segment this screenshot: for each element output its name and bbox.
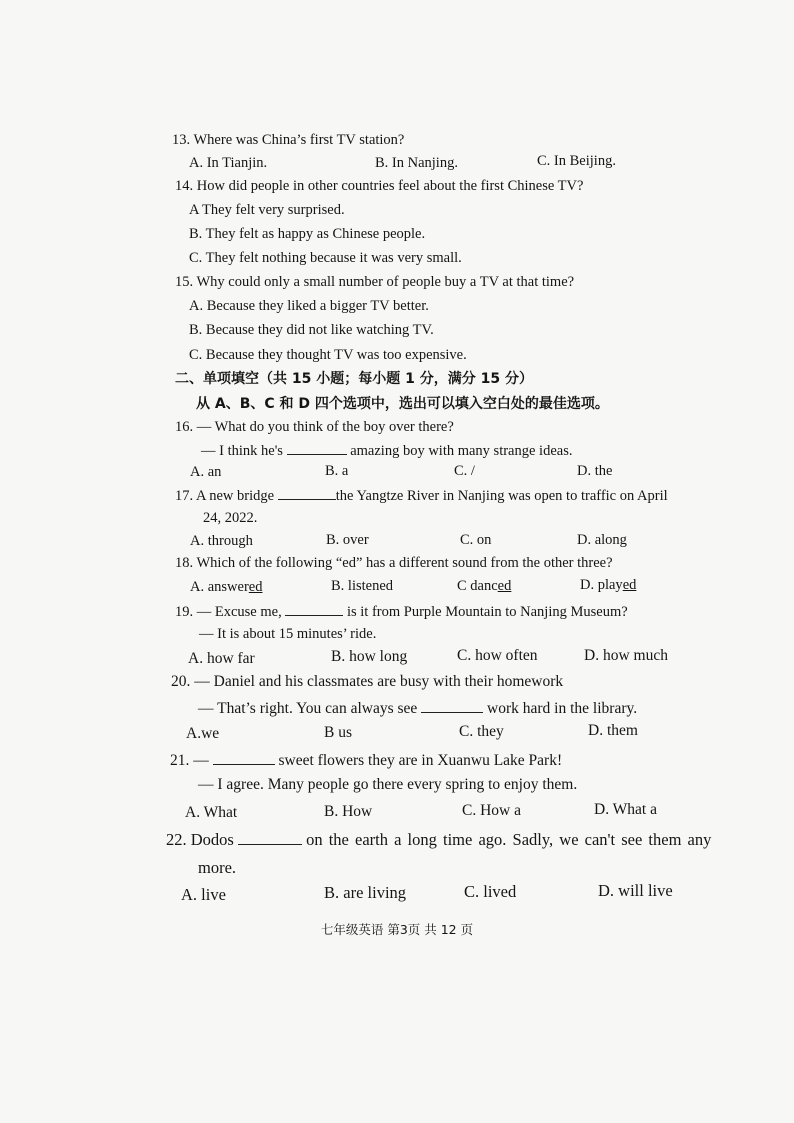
question-19-line-2: — It is about 15 minutes’ ride. <box>199 626 377 642</box>
q22-option-c: C. lived <box>464 882 517 901</box>
question-16-line-2 <box>201 440 572 460</box>
question-14-stem: 14. How did people in other countries feel about the first Chinese TV? <box>175 178 584 194</box>
q13-option-a: A. In Tianjin. <box>189 155 268 171</box>
q18-option-d-underlined: ed <box>622 577 637 593</box>
q15-option-c: C. Because they thought TV was too expensive. <box>189 347 467 363</box>
q21-option-b: B. How <box>324 803 373 820</box>
question-15-stem: 15. Why could only a small number of people buy a TV at that time? <box>175 274 575 290</box>
question-20-line-2 <box>198 698 637 718</box>
q17-option-d: D. along <box>577 532 627 548</box>
q18-option-b <box>331 577 393 595</box>
q20-line2-start: — That’s right. You can always see <box>198 700 418 717</box>
q16-option-d: D. the <box>577 463 613 479</box>
q21-line1-end: sweet flowers they are in Xuanwu Lake Park! <box>278 752 563 769</box>
q21-line1-start: 21. — <box>170 752 209 769</box>
question-16-line-1: 16. — What do you think of the boy over there? <box>175 419 454 435</box>
q18-option-d-text: D. play <box>580 577 623 593</box>
q22-option-d: D. will live <box>598 881 673 900</box>
q18-option-c-text: C danc <box>457 578 498 594</box>
question-17-line-1 <box>175 485 668 505</box>
q20-option-c: C. they <box>459 723 504 740</box>
question-13-stem: 13. Where was China’s first TV station? <box>172 132 405 148</box>
q20-option-b: B us <box>324 724 352 741</box>
q15-option-b: B. Because they did not like watching TV. <box>189 322 434 338</box>
answer-blank <box>421 698 483 713</box>
q17-option-c: C. on <box>460 532 492 548</box>
q21-option-d: D. What a <box>594 801 657 818</box>
q16-line2-start: — I think he's <box>201 443 283 459</box>
q20-option-d: D. them <box>588 722 638 739</box>
answer-blank <box>285 601 343 616</box>
q19-option-c: C. how often <box>457 647 538 664</box>
q18-option-d <box>580 576 636 594</box>
q16-option-a: A. an <box>190 464 222 480</box>
question-17-line-2: 24, 2022. <box>203 510 258 526</box>
q15-option-a: A. Because they liked a bigger TV better. <box>189 298 429 314</box>
q13-option-c: C. In Beijing. <box>537 153 616 169</box>
question-18-stem: 18. Which of the following “ed” has a different sound from the other three? <box>175 555 613 571</box>
q14-option-b: B. They felt as happy as Chinese people. <box>189 226 426 242</box>
q17-option-a: A. through <box>190 533 253 549</box>
q18-option-a <box>190 578 262 596</box>
answer-blank <box>287 440 347 455</box>
q17-option-b: B. over <box>326 532 369 548</box>
q17-line1-end: the Yangtze River in Nanjing was open to traffic on April <box>335 488 668 504</box>
section-2-heading: 二、单项填空（共 15 小题；每小题 1 分，满分 15 分） <box>175 371 533 387</box>
q14-option-c: C. They felt nothing because it was very small. <box>189 250 462 266</box>
question-22-line-2: more. <box>198 858 237 877</box>
q21-option-a: A. What <box>185 804 238 821</box>
answer-blank <box>213 750 275 765</box>
q18-option-c <box>457 577 511 595</box>
q17-line1-start: 17. A new bridge <box>175 488 275 504</box>
q18-option-a-text: A. answer <box>190 579 249 595</box>
page-footer: 七年级英语 第3页 共 12 页 <box>320 922 474 937</box>
q20-line2-end: work hard in the library. <box>487 700 638 717</box>
question-22-line-1 <box>166 830 711 849</box>
question-21-line-2: — I agree. Many people go there every spring to enjoy them. <box>198 776 578 793</box>
question-21-line-1 <box>170 750 562 770</box>
q16-option-c: C. / <box>454 463 475 479</box>
q16-option-b: B. a <box>325 463 349 479</box>
answer-blank <box>238 830 302 845</box>
q21-option-c: C. How a <box>462 802 521 819</box>
q18-option-c-underlined: ed <box>497 578 512 594</box>
question-20-line-1: 20. — Daniel and his classmates are busy with their homework <box>171 673 564 690</box>
q19-option-d: D. how much <box>584 647 668 664</box>
q19-line1-start: 19. — Excuse me, <box>175 604 282 620</box>
q19-option-a: A. how far <box>188 650 255 667</box>
q20-option-a: A.we <box>186 725 220 742</box>
q16-line2-end: amazing boy with many strange ideas. <box>350 443 573 459</box>
q18-option-b-text: B. listened <box>331 578 394 594</box>
q22-option-a: A. live <box>181 885 226 904</box>
q22-line1-start: 22. Dodos <box>166 830 234 849</box>
q14-option-a: A They felt very surprised. <box>189 202 345 218</box>
question-19-line-1 <box>175 601 628 621</box>
q22-option-b: B. are living <box>324 883 407 902</box>
q19-line1-end: is it from Purple Mountain to Nanjing Museum? <box>346 604 628 620</box>
q18-option-a-underlined: ed <box>248 579 263 595</box>
q13-option-b: B. In Nanjing. <box>375 155 458 171</box>
answer-blank <box>278 485 336 500</box>
section-2-instruction: 从 A、B、C 和 D 四个选项中，选出可以填入空白处的最佳选项。 <box>196 396 609 412</box>
q22-line1-end: on the earth a long time ago. Sadly, we can't see them any <box>306 830 712 849</box>
q19-option-b: B. how long <box>331 648 408 665</box>
